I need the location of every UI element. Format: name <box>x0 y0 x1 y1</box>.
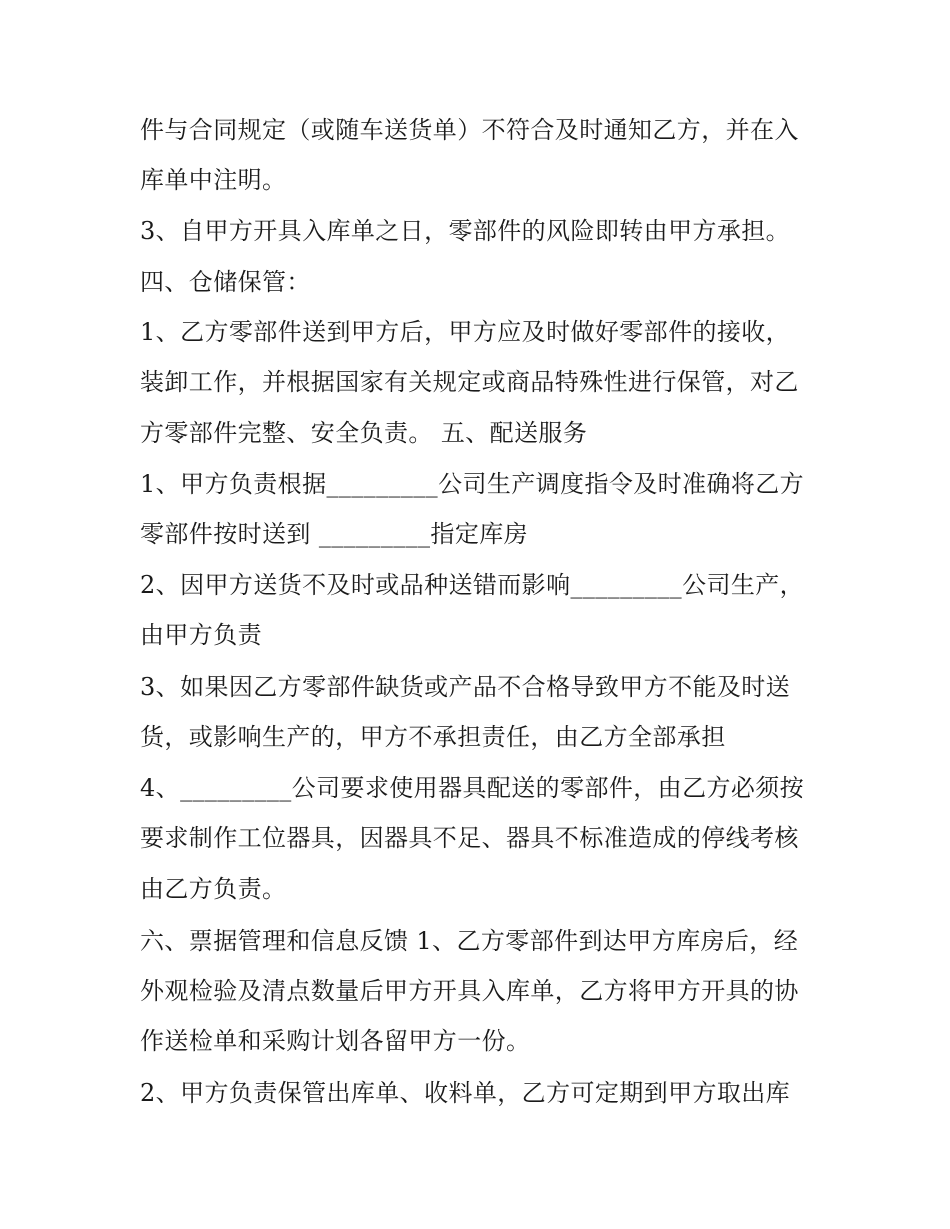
text-line: 4、_________公司要求使用器具配送的零部件，由乙方必须按 <box>140 774 805 802</box>
text-line: 零部件按时送到 _________指定库房 <box>140 520 529 548</box>
text-line: 方零部件完整、安全负责。 五、配送服务 <box>140 419 588 447</box>
text-line: 库单中注明。 <box>140 166 287 194</box>
text-line: 要求制作工位器具，因器具不足、器具不标准造成的停线考核 <box>140 824 799 852</box>
text-line: 外观检验及清点数量后甲方开具入库单，乙方将甲方开具的协 <box>140 977 799 1005</box>
text-line: 由乙方负责。 <box>140 875 287 903</box>
text-line: 1、乙方零部件送到甲方后，甲方应及时做好零部件的接收， <box>140 318 791 346</box>
text-line: 装卸工作，并根据国家有关规定或商品特殊性进行保管，对乙 <box>140 368 799 396</box>
text-line: 1、甲方负责根据_________公司生产调度指令及时准确将乙方 <box>140 470 805 498</box>
section-heading: 四、仓储保管： <box>140 268 311 296</box>
text-line: 作送检单和采购计划各留甲方一份。 <box>140 1027 531 1055</box>
text-line: 由甲方负责 <box>140 621 262 649</box>
text-line: 货，或影响生产的，甲方不承担责任，由乙方全部承担 <box>140 723 726 751</box>
text-line: 件与合同规定（或随车送货单）不符合及时通知乙方，并在入 <box>140 116 799 144</box>
text-line: 2、甲方负责保管出库单、收料单，乙方可定期到甲方取出库 <box>140 1079 791 1107</box>
text-line: 3、如果因乙方零部件缺货或产品不合格导致甲方不能及时送 <box>140 673 791 701</box>
text-line: 2、因甲方送货不及时或品种送错而影响_________公司生产， <box>140 571 805 599</box>
text-line: 六、票据管理和信息反馈 1、乙方零部件到达甲方库房后，经 <box>140 927 799 955</box>
text-line: 3、自甲方开具入库单之日，零部件的风险即转由甲方承担。 <box>140 217 791 245</box>
